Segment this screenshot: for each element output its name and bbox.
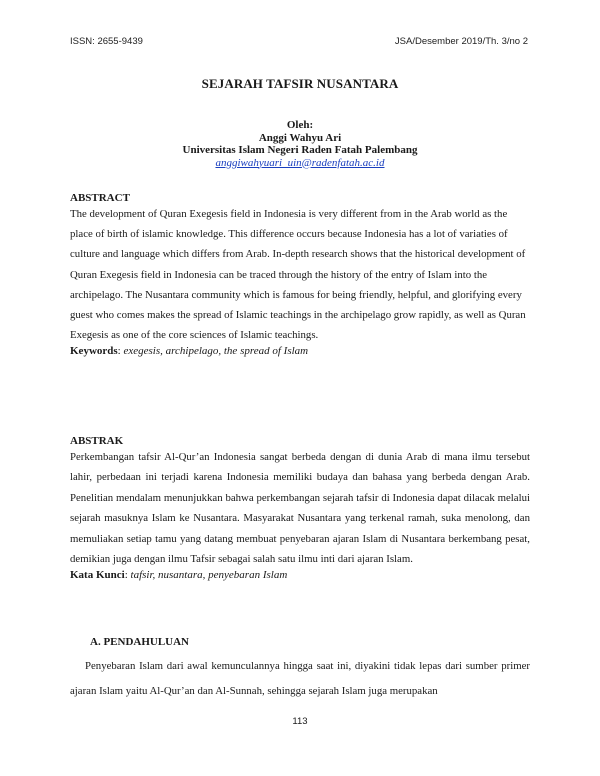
journal-issue: JSA/Desember 2019/Th. 3/no 2 xyxy=(394,36,528,47)
abstract-text: The development of Quran Exegesis field in Indonesia is very different from in the Arab world as the place of birth of islamic knowledge. This difference occurs because Indonesia has a lot of variaties of culture and language which differs from Arab. In-depth research shows that the historical development of Quran Exegesis field in Indonesia can be traced through the history of the entry of Islam into the archipelago. The Nusantara community which is famous for being friendly, helpful, and glorifying every guest who comes makes the spread of Islamic teachings in the archipelago grow rapidly, as well as Quran Exegesis as one of the core sciences of Islamic teachings. xyxy=(70,208,526,342)
introduction-heading: A. PENDAHULUAN xyxy=(90,636,189,648)
introduction-heading-row xyxy=(90,636,530,648)
abstrak-keywords: Kata Kunci: tafsir, nusantara, penyebaran Islam xyxy=(70,569,288,582)
abstrak-text: Perkembangan tafsir Al-Qur’an Indonesia sangat berbeda dengan di dunia Arab di mana ilmu tersebut lahir, perbedaan ini terjadi karena Indonesia memiliki budaya dan bahasa yang berbeda dengan Arab. Penelitian mendalam menunjukkan bahwa perkembangan sejarah tafsir di Indonesia dapat dilacak melalui sejarah masuknya Islam ke Nusantara. Masyarakat Nusantara yang terkenal ramah, suka menolong, dan memuliakan setiap tamu yang datang membuat penyebaran ajaran Islam di Nusantara berkembang pesat, demikian juga dengan ilmu Tafsir sebagai salah satu ilmu inti dari ajaran Islam. xyxy=(70,451,530,566)
abstract-keywords: Keywords: exegesis, archipelago, the spread of Islam xyxy=(70,345,309,358)
page-number: 113 xyxy=(292,716,308,727)
keywords-label: Keywords xyxy=(70,345,118,358)
author-name: Anggi Wahyu Ari xyxy=(258,131,342,144)
kata-kunci-label: Kata Kunci xyxy=(70,569,125,582)
author-block xyxy=(0,119,600,169)
author-affiliation: Universitas Islam Negeri Raden Fatah Palembang xyxy=(182,144,418,156)
journal-issn: ISSN: 2655-9439 xyxy=(70,36,143,47)
keywords-values: exegesis, archipelago, the spread of Islam xyxy=(123,345,309,358)
kata-kunci-values: tafsir, nusantara, penyebaran Islam xyxy=(130,569,288,582)
author-email-link[interactable]: anggiwahyuari_uin@radenfatah.ac.id xyxy=(215,156,385,169)
author-by-label: Oleh: xyxy=(286,119,314,131)
introduction-section xyxy=(70,654,530,704)
abstrak-heading: ABSTRAK xyxy=(70,435,124,447)
abstract-section xyxy=(70,192,530,357)
introduction-text: Penyebaran Islam dari awal kemunculannya hingga saat ini, diyakini tidak lepas dari sumber primer ajaran Islam yaitu Al-Qur’an dan Al-Sunnah, sehingga sejarah Islam juga merupakan xyxy=(70,660,530,697)
abstrak-section xyxy=(70,435,530,581)
paper-title: SEJARAH TAFSIR NUSANTARA xyxy=(201,76,399,91)
abstract-heading: ABSTRACT xyxy=(70,192,130,204)
